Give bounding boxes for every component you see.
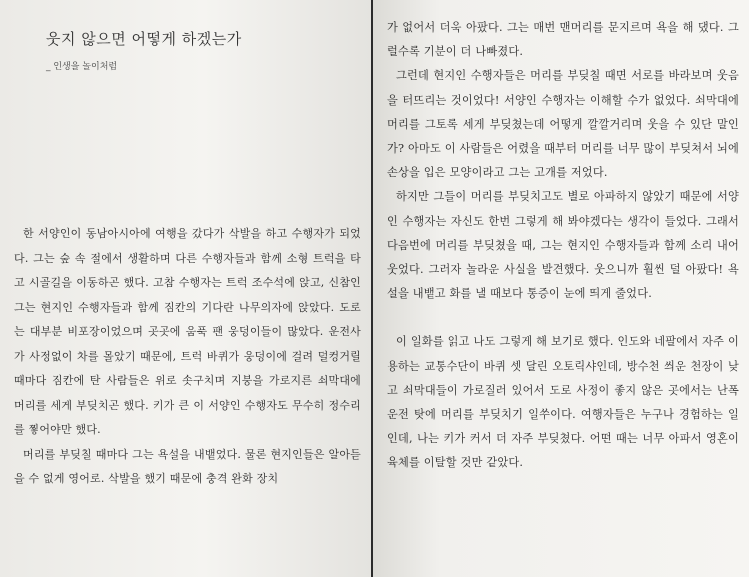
chapter-title: 웃지 않으면 어떻게 하겠는가	[46, 30, 242, 48]
paragraph: 그런데 현지인 수행자들은 머리를 부딪칠 때면 서로를 바라보며 웃음을 터뜨리는 것이었다! 서양인 수행자는 이해할 수가 없었다. 쇠막대에 머리를 그토록 세게 부딪쳤는데 어떻게 깔깔거리며 웃을 수 있단 말인가? 아마도 이 사람들은 어렸을 때부터 머리를 너무 많이 부딪쳐서 뇌에 손상을 입은 모양이라고 그는 고개를 저었다.	[387, 69, 739, 180]
section-gap	[387, 306, 739, 330]
left-page	[0, 0, 371, 577]
paragraph: 머리를 부딪칠 때마다 그는 욕설을 내뱉었다. 물론 현지인들은 알아듣을 수 없게 영어로. 삭발을 했기 때문에 충격 완화 장치	[14, 447, 361, 485]
paragraph: 하지만 그들이 머리를 부딪치고도 별로 아파하지 않았기 때문에 서양인 수행자는 자신도 한번 그렇게 해 봐야겠다는 생각이 들었다. 그래서 다음번에 머리를 부딪쳤을 때, 그는 현지인 수행자들과 함께 소리 내어 웃었다. 그러자 놀라운 사실을 발견했다. 웃으니까 훨씬 덜 아팠다! 욕설을 내뱉고 화를 낼 때보다 통증이 눈에 띄게 줄었다.	[387, 190, 739, 301]
paragraph: 한 서양인이 동남아시아에 여행을 갔다가 삭발을 하고 수행자가 되었다. 그는 숲 속 절에서 생활하며 다른 수행자들과 함께 소형 트럭을 타고 시골길을 이동하곤 했다. 고참 수행자는 트럭 조수석에 앉고, 신참인 그는 현지인 수행자들과 함께 짐칸의 기다란 나무의자에 앉았다. 도로는 대부분 비포장이었으며 곳곳에 움푹 팬 웅덩이들이 많았다. 운전사가 사정없이 차를 몰았기 때문에, 트럭 바퀴가 웅덩이에 걸려 덜컹거릴 때마다 짐칸에 탄 사람들은 위로 솟구치며 지붕을 가로지른 쇠막대에 머리를 세게 부딪치곤 했다. 키가 큰 이 서양인 수행자도 무수히 정수리를 찧어야만 했다.	[14, 227, 361, 436]
paragraph: 이 일화를 읽고 나도 그렇게 해 보기로 했다. 인도와 네팔에서 자주 이용하는 교통수단이 바퀴 셋 달린 오토릭샤인데, 방수천 씌운 천장이 낮고 쇠막대들이 가로질러 있어서 도로 사정이 좋지 않은 곳에서는 난폭 운전 탓에 머리를 부딪치기 일쑤이다. 여행자들은 누구나 경험하는 일인데, 나는 키가 커서 더 자주 부딪쳤다. 어떤 때는 너무 아파서 영혼이 육체를 이탈할 것만 같았다.	[387, 335, 739, 470]
paragraph: 가 없어서 더욱 아팠다. 그는 매번 맨머리를 문지르며 욕을 해 댔다. 그럴수록 기분이 더 나빠졌다.	[387, 21, 739, 59]
right-page	[373, 0, 749, 577]
chapter-subtitle: _ 인생을 놀이처럼	[46, 62, 118, 72]
